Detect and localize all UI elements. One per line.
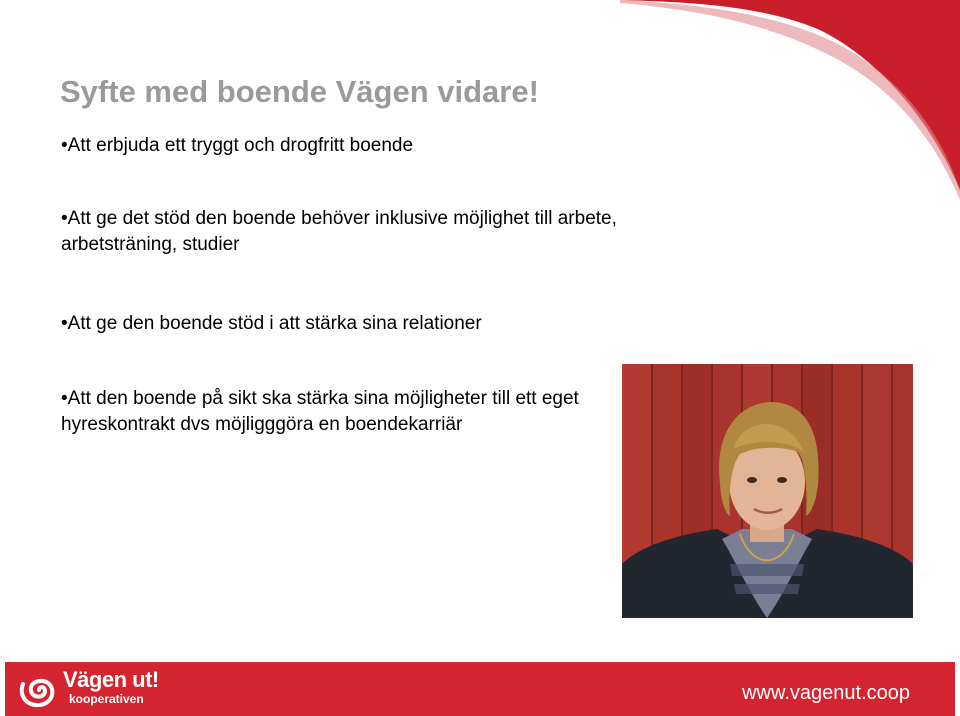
website-link[interactable]: www.vagenut.coop xyxy=(742,682,910,704)
bullet-text: Att ge det stöd den boende behöver inklusive möjlighet till arbete, arbetsträning, studier xyxy=(61,208,617,255)
logo-sub-text: kooperativen xyxy=(69,692,144,706)
bullet-item-3 xyxy=(61,311,621,337)
bullet-text: Att den boende på sikt ska stärka sina möjligheter till ett eget hyreskontrakt dvs möjligggöra en boendekarriär xyxy=(61,388,579,435)
bullet-glyph: • xyxy=(61,135,68,156)
bullet-glyph: • xyxy=(61,313,68,334)
logo-main-text: Vägen ut! xyxy=(63,667,159,692)
bullet-item-4 xyxy=(61,386,621,438)
vagen-ut-logo[interactable] xyxy=(15,666,215,712)
bullet-item-1 xyxy=(61,133,621,159)
slide-title: Syfte med boende Vägen vidare! xyxy=(60,74,539,109)
bullet-glyph: • xyxy=(61,208,68,229)
bullet-glyph: • xyxy=(61,388,68,409)
spiral-logo-icon xyxy=(15,670,61,710)
footer-bar xyxy=(5,662,955,716)
bullet-text: Att ge den boende stöd i att stärka sina relationer xyxy=(67,313,482,334)
bullet-item-2 xyxy=(61,206,621,258)
bullet-text: Att erbjuda ett tryggt och drogfritt boende xyxy=(67,135,414,156)
portrait-photo xyxy=(622,364,913,618)
